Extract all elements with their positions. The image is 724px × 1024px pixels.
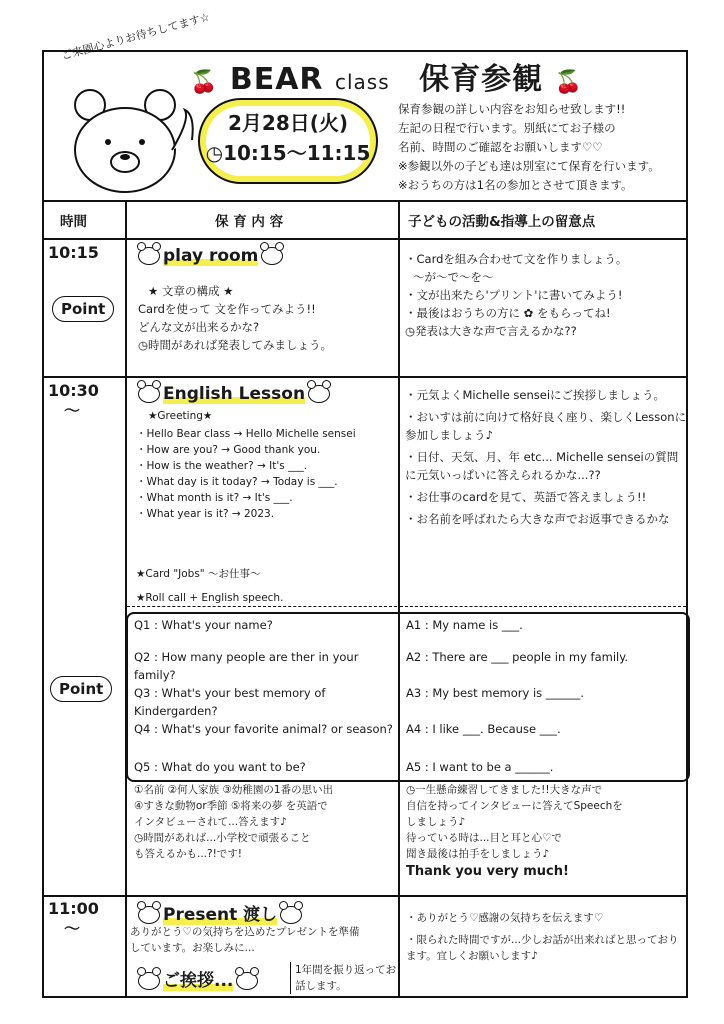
event-time: ◷10:15〜11:15	[205, 141, 371, 165]
bear-face-icon	[138, 972, 160, 990]
bear-face-icon	[138, 385, 160, 403]
point-badge: Point	[50, 676, 112, 702]
row3-content: ①名前 ②何人家族 ③幼稚園の1番の思い出 ④すきな動物or季節 ⑤将来の夢 を英語で インタビューされて...答えます♪ ◷時間があれば...小学校で頑張ること も答えるかも...?!です!	[134, 784, 334, 860]
header-content: 保 育 内 容	[215, 214, 284, 230]
divider	[42, 238, 688, 240]
divider	[125, 200, 127, 998]
greeting-list: ・Hello Bear class → Hello Michelle sensei ・How are you? → Good thank you. ・How is the weather? → It's ___. ・What day is it today? → Today is ___. ・What month is it? → It's ___. ・What year is it? → 2023.	[136, 428, 356, 520]
time-label: 10:30	[48, 381, 99, 400]
bear-face-icon	[261, 247, 283, 265]
roll-call: ★Roll call + English speech.	[136, 592, 284, 604]
page-title: 🍒 BEAR class 保育参観 🍒	[190, 62, 583, 97]
row3-notes: ◷一生懸命練習してきました!!大きな声で 自信を持ってインタビューに答えてSpeechを しましょう♪ 待っている時は...目と耳と心♡で 聞き最後は拍手をしましょう♪ Thank you very much!	[406, 782, 686, 880]
thank-you-text: Thank you very much!	[406, 864, 569, 879]
divider	[42, 895, 688, 897]
cherry-icon: 🍒	[190, 70, 219, 95]
row1-content: ★ 文章の構成 ★ Cardを使って 文を作ってみよう!! どんな文が出来るかな? ◷時間があれば発表してみましょう。	[138, 284, 333, 352]
questions-list: Q1 : What's your name? Q2 : How many people are ther in your family? Q3 : What's your best memory of Kindergarden? Q4 : What's your favorite animal? or season? Q5 : What do you want to be?	[134, 618, 393, 774]
header-time: 時間	[60, 214, 87, 230]
greeting-label: ★Greeting★	[148, 410, 213, 422]
divider	[398, 200, 400, 998]
dashed-divider	[400, 606, 686, 607]
section-title-playroom: play room	[135, 246, 286, 266]
time-label: 10:15	[48, 243, 99, 262]
section-title-english: English Lesson	[135, 384, 333, 404]
bear-face-icon	[308, 385, 330, 403]
time-label: 11:00	[48, 899, 99, 918]
event-date: 2月28日(火)	[227, 111, 349, 135]
bear-face-icon	[280, 906, 302, 924]
divider	[398, 612, 400, 778]
section-title-present: Present 渡し	[135, 900, 305, 925]
row4-side-note: 1年間を振り返ってお話します。	[290, 962, 399, 994]
date-time-box	[198, 98, 378, 184]
greeting-bubble-text: ご来園心よりお待ちしてます☆	[60, 10, 212, 63]
bear-face-icon	[138, 247, 160, 265]
cherry-icon: 🍒	[554, 70, 583, 95]
header-notes: 子どもの活動&指導上の留意点	[408, 214, 596, 230]
point-badge: Point	[52, 296, 114, 322]
answers-list: A1 : My name is ___. A2 : There are ___ people in my family. A3 : My best memory is ______. A4 : I like ___. Because ___. A5 : I want to be a ______.	[406, 618, 629, 774]
row2-notes: ・元気よくMichelle senseiにご挨拶しましょう。 ・おいすは前に向けて格好良く座り、楽しくLessonに参加しましょう♪ ・日付、天気、月、年 etc... Michelle senseiの質問に元気いっぱいに答えられるかな...?? ・お仕事のcardを見て、英語で答えましょう!! ・お名前を呼ばれたら大きな声でお返事できるかな	[405, 388, 687, 526]
time-label: 〜	[64, 401, 81, 420]
intro-notice: 保育参観の詳しい内容をお知らせ致します!! 左記の日程で行います。別紙にてお子様の 名前、時間のご確認をお願いします♡♡ ※参観以外の子ども達は別室にて保育を行います。 ※おうちの方は1名の参加とさせて頂きます。	[398, 102, 660, 192]
time-label: 〜	[64, 919, 81, 938]
row1-notes: ・Cardを組み合わせて文を作りましょう。 〜が〜で〜を〜 ・文が出来たら'プリント'に書いてみよう! ・最後はおうちの方に ✿ をもらってね! ◷発表は大きな声で言えるかな??	[405, 252, 628, 338]
row4-content: ありがとう♡の気持ちを込めたプレゼントを準備 しています。お楽しみに...	[130, 926, 360, 954]
bear-face-icon	[138, 906, 160, 924]
divider	[42, 200, 688, 202]
dashed-divider	[127, 606, 397, 607]
divider	[42, 376, 688, 378]
row4-notes: ・ありがとう♡感謝の気持ちを伝えます♡ ・限られた時間ですが...少しお話が出来ればと思っております。宜しくお願いします♪	[406, 912, 679, 962]
card-jobs: ★Card "Jobs" 〜お仕事〜	[136, 568, 261, 580]
clock-icon: ◷	[205, 141, 224, 165]
section-title-greeting: ご挨拶...	[135, 966, 261, 991]
bear-face-icon	[236, 972, 258, 990]
